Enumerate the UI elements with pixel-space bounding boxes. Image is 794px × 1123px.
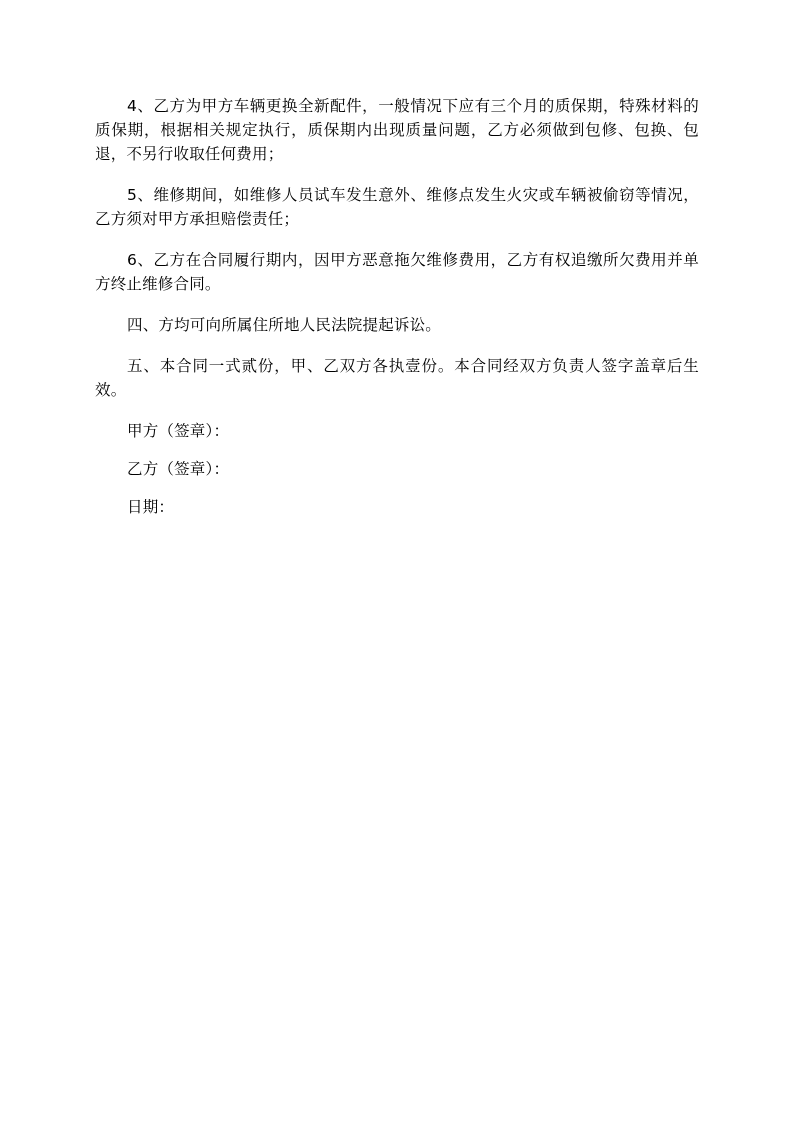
clause-6: 6、乙方在合同履行期内，因甲方恶意拖欠维修费用，乙方有权追缴所欠费用并单方终止维修合同。 [95,251,699,293]
section-five: 五、本合同一式贰份，甲、乙双方各执壹份。本合同经双方负责人签字盖章后生效。 [95,357,699,399]
clause-4: 4、乙方为甲方车辆更换全新配件，一般情况下应有三个月的质保期，特殊材料的质保期，根据相关规定执行，质保期内出现质量问题，乙方必须做到包修、包换、包退，不另行收取任何费用； [95,97,699,163]
document-body [95,94,699,533]
date-line: 日期： [127,498,175,516]
section-four: 四、方均可向所属住所地人民法院提起诉讼。 [127,316,442,334]
party-a-signature-line: 甲方（签章）： [127,422,230,440]
party-b-signature-line: 乙方（签章）： [127,460,230,478]
clause-5: 5、维修期间，如维修人员试车发生意外、维修点发生火灾或车辆被偷窃等情况，乙方须对甲方承担赔偿责任； [95,186,699,228]
